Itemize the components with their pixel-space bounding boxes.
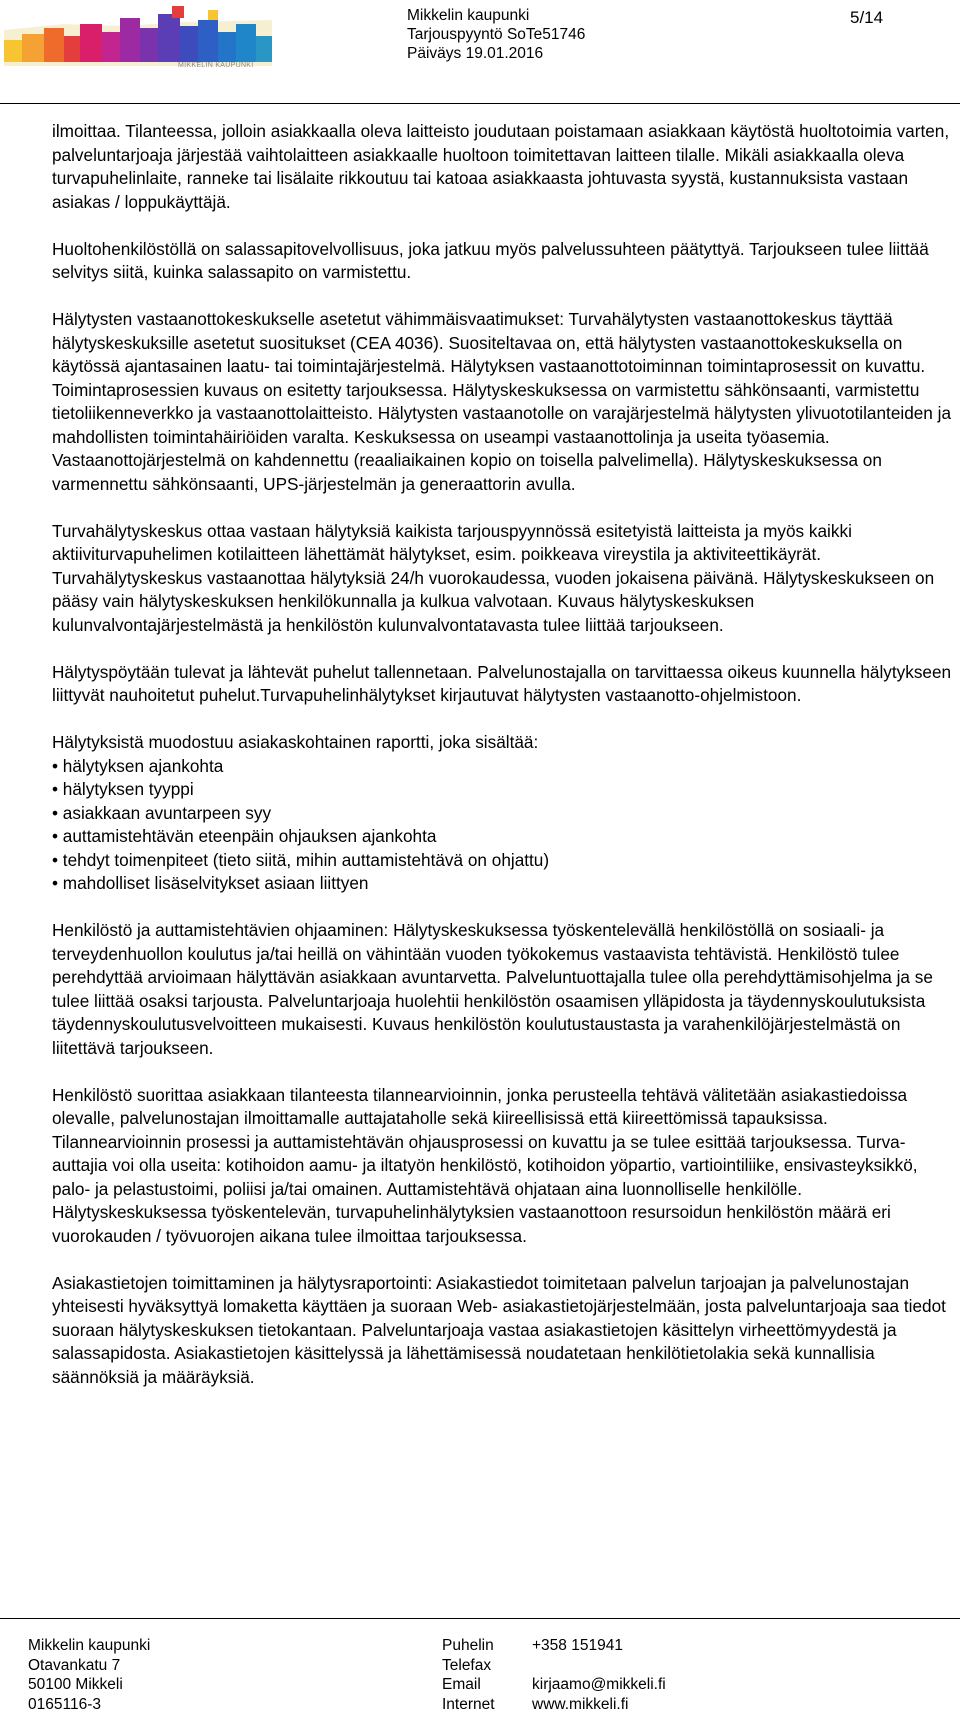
document-body [52,120,952,1413]
footer-address [28,1636,150,1713]
paragraph: Henkilöstö suorittaa asiakkaan tilanteesta tilannearvioinnin, jonka perusteella tehtävä välitetään asiakastiedoissa olevalle, palvelunostajan ilmoittamalle auttajataholle sekä kiireellisissä että kiireettömissä tapauksissa. Tilannearvioinnin prosessi ja auttamistehtävän ohjausprosessi on kuvattu ja se tulee esittää tarjouksessa. Turva-auttajia voi olla useita: kotihoidon aamu- ja iltatyön henkilöstö, kotihoidon yöpartio, vartiointiliike, ensivasteyksikkö, palo- ja pelastustoimi, poliisi ja/tai omainen. Auttamistehtävä ohjataan aina luonnolliselle henkilölle. Hälytyskeskuksessa työskentelevän, turvapuhelinhälytyksien vastaanottoon resursoidun henkilöstön määrä eri vuorokauden / työvuorojen aikana tulee ilmoittaa tarjouksessa. [52,1084,918,1246]
list-item: • mahdolliset lisäselvitykset asiaan liittyen [52,872,952,896]
paragraph: ilmoittaa. Tilanteessa, jolloin asiakkaalla oleva laitteisto joudutaan poistamaan asiakkaan käytöstä huoltotoimia varten, palveluntarjoaja järjestää vaihtolaitteen asiakkaalle huoltoon toimitettavan laitteen tilalle. Mikäli asiakkaalla oleva turvapuhelinlaite, ranneke tai lisälaite rikkoutuu tai katoaa asiakkaasta johtuvasta syystä, kustannuksista vastaan asiakas / loppukäyttäjä. [52,121,950,212]
footer-contact-labels [442,1636,495,1713]
footer-email[interactable]: kirjaamo@mikkeli.fi [532,1676,666,1693]
paragraph: Henkilöstö ja auttamistehtävien ohjaaminen: Hälytyskeskuksessa työskentelevällä henkilöstöllä on sosiaali- ja terveydenhuollon koulutus ja/tai heillä on vähintään vuoden työkokemus vastaavista tehtävistä. Henkilöstö tulee perehdyttää arvioimaan hälyttävän asiakkaan avuntarvetta. Palveluntuottajalla tulee olla perehdyttämisohjelma ja se tulee liittää osaksi tarjousta. Palveluntarjoaja huolehtii henkilöstön osaamisen ylläpidosta ja täydennyskoulutuksista täydennyskoulutusvelvoitteen mukaisesti. Kuvaus henkilöstön koulutustaustasta ja varahenkilöjärjestelmästä on liitettävä tarjoukseen. [52,920,933,1058]
list-item: • auttamistehtävän eteenpäin ohjauksen ajankohta [52,825,952,849]
footer-web[interactable]: www.mikkeli.fi [532,1695,629,1713]
paragraph: Hälytysten vastaanottokeskukselle asetetut vähimmäisvaatimukset: Turvahälytysten vastaanottokeskus täyttää hälytyskeskuksille asetetut suositukset (CEA 4036). Suositeltavaa on, että hälytysten vastaanottokeskuksella on käytössä ajantasainen laatu- tai toimintajärjestelmä. Hälytyksen vastaanottotoiminnan toimintaprosessit on kuvattu. Toimintaprosessien kuvaus on esitetty tarjouksessa. Hälytyskeskuksessa on varmistettu sähkönsaanti, varmistettu tietoliikenneverkko ja vastaanottolaitteisto. Hälytysten vastaanotolle on varajärjestelmä hälytysten ylivuototilanteiden ja mahdollisten toimintahäiriöiden varalta. Keskuksessa on useampi vastaanottolinja ja useita työasemia. Vastaanottojärjestelmä on kahdennettu (reaaliaikainen kopio on toisella palvelimella). Hälytyskeskuksessa on varmennettu sähkönsaanti, UPS-järjestelmän ja generaattorin avulla. [52,309,952,494]
header-doc-ref: Tarjouspyyntö SoTe51746 [407,26,586,43]
list-item: • tehdyt toimenpiteet (tieto siitä, mihin auttamistehtävä on ohjattu) [52,849,952,873]
header-date: Päiväys 19.01.2016 [407,45,544,62]
list-item: • hälytyksen tyyppi [52,778,952,802]
header-divider [0,103,960,104]
header-org: Mikkelin kaupunki [407,7,530,24]
header-info [407,6,585,63]
paragraph: Asiakastietojen toimittaminen ja hälytysraportointi: Asiakastiedot toimitetaan palvelun tarjoajan ja palvelunostajan yhteisesti hyväksyttyä lomaketta käyttäen ja suoraan Web- asiakastietojärjestelmään, josta palveluntarjoaja saa tiedot suoraan hälytyskeskuksen tietokantaan. Palveluntarjoaja vastaa asiakastietojen käsittelyn virheettömyydestä ja salassapidosta. Asiakastietojen käsittelyssä ja lähettämisessä noudatetaan henkilötietolakia sekä kunnallisia säännöksiä ja määräyksiä. [52,1272,946,1387]
list-item: • asiakkaan avuntarpeen syy [52,802,952,826]
paragraph: Turvahälytyskeskus ottaa vastaan hälytyksiä kaikista tarjouspyynnössä esitetyistä laitteista ja myös kaikki aktiiviturvapuhelimen kotilaitteen lähettämät hälytykset, esim. poikkeava vireystila ja aktiviteettikäyrät. Turvahälytyskeskus vastaanottaa hälytyksiä 24/h vuorokaudessa, vuoden jokaisena päivänä. Hälytyskeskukseen on pääsy vain hälytyskeskuksen henkilökunnalla ja kulkua valvotaan. Kuvaus hälytyskeskuksen kulunvalvontajärjestelmästä ja henkilöstön kulunvalvontatavasta tulee liittää tarjoukseen. [52,520,935,635]
footer-phone: +358 151941 [532,1637,623,1654]
footer-fax [532,1656,666,1676]
footer-fax-label: Telefax [442,1656,492,1674]
list-item: • hälytyksen ajankohta [52,755,952,779]
footer-postal: 50100 Mikkeli [28,1676,123,1693]
page-number: 5/14 [850,8,884,27]
footer-email-label: Email [442,1676,481,1693]
paragraph: Huoltohenkilöstöllä on salassapitovelvollisuus, joka jatkuu myös palvelussuhteen päätyttyä. Tarjoukseen tulee liittää selvitys siitä, kuinka salassapito on varmistettu. [52,238,929,282]
list-intro: Hälytyksistä muodostuu asiakaskohtainen raportti, joka sisältää: [52,732,539,752]
footer-contact-values [532,1636,666,1713]
footer-business-id: 0165116-3 [28,1695,101,1713]
footer-web-label: Internet [442,1695,495,1713]
footer-org: Mikkelin kaupunki [28,1637,151,1654]
report-contents-list [52,755,952,896]
footer-phone-label: Puhelin [442,1637,494,1654]
paragraph: Hälytyspöytään tulevat ja lähtevät puhelut tallennetaan. Palvelunostajalla on tarvittaessa oikeus kuunnella hälytykseen liittyvät nauhoitetut puhelut.Turvapuhelinhälytykset kirjautuvat hälytysten vastaanotto-ohjelmistoon. [52,661,952,705]
footer-street: Otavankatu 7 [28,1656,121,1674]
footer-divider [0,1618,960,1619]
logo-wordmark: MIKKELIN KAUPUNKI [178,62,254,69]
